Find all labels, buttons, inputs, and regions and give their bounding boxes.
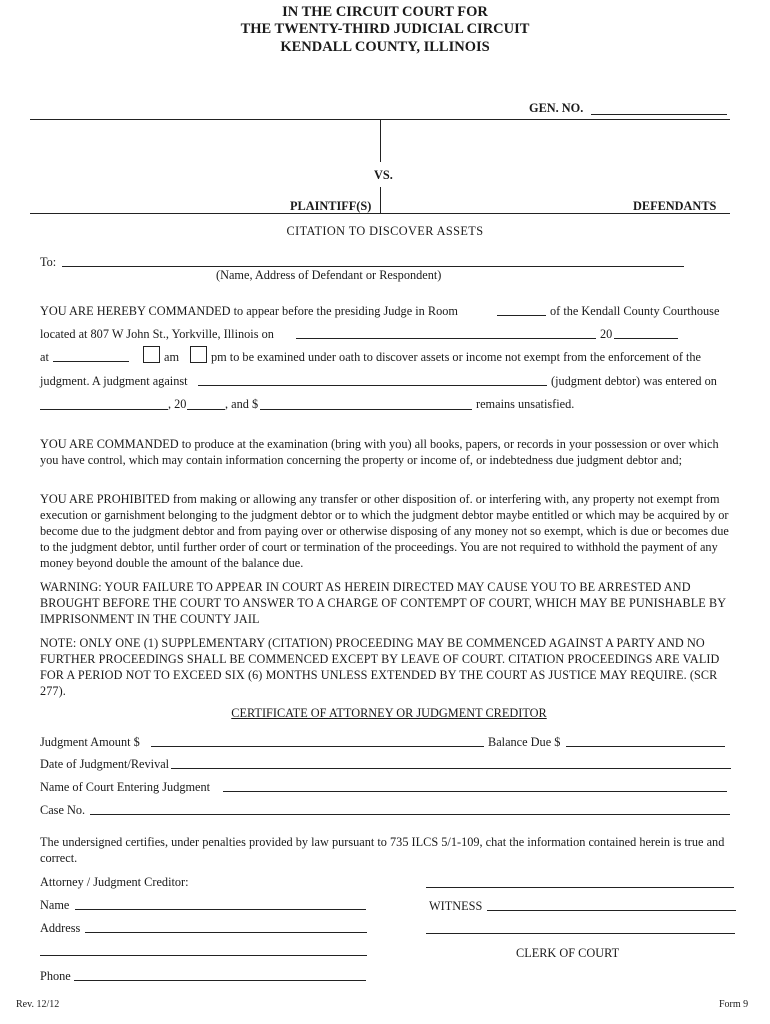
warning-paragraph: WARNING: YOUR FAILURE TO APPEAR IN COURT AS HEREIN DIRECTED MAY CAUSE YOU TO BE ARRESTED AND BROUGHT BEFORE THE COURT TO ANSWER TO A CHARGE OF CONTEMPT OF COURT, WHICH MAY BE PUNISHABLE BY IMPRISONMENT IN THE COUNTY JAIL	[40, 580, 726, 626]
judgment-date-field[interactable]	[40, 409, 168, 410]
command-line-5c: remains unsatisfied.	[476, 397, 575, 411]
phone-field[interactable]	[74, 980, 366, 981]
witness-field[interactable]	[487, 910, 736, 911]
command-line-4a: judgment. A judgment against	[40, 374, 188, 388]
to-hint: (Name, Address of Defendant or Respondent)	[216, 268, 442, 282]
judgment-amount-field[interactable]	[151, 746, 484, 747]
to-label: To:	[40, 255, 57, 269]
command-line-4b: (judgment debtor) was entered on	[551, 374, 717, 388]
command-line-5b: , and $	[225, 397, 259, 411]
document-title: CITATION TO DISCOVER ASSETS	[286, 224, 484, 238]
gen-no-label: GEN. NO.	[529, 101, 584, 115]
produce-paragraph: YOU ARE COMMANDED to produce at the examination (bring with you) all books, papers, or records in your possession or over which you have control, which may contain information concerning the property or income of, or indebtedness due judgment debtor and;	[40, 437, 719, 467]
to-field[interactable]	[62, 266, 684, 267]
appearance-date-field[interactable]	[296, 338, 596, 339]
court-name-label: Name of Court Entering Judgment	[40, 780, 211, 794]
clerk-of-court-label: CLERK OF COURT	[516, 946, 620, 960]
court-header-line-3: KENDALL COUNTY, ILLINOIS	[280, 39, 490, 55]
judgment-debtor-field[interactable]	[198, 385, 547, 386]
name-label: Name	[40, 898, 70, 912]
command-line-2a: located at 807 W John St., Yorkville, Illinois on	[40, 327, 274, 341]
clerk-signature-field[interactable]	[426, 933, 735, 934]
balance-due-field[interactable]	[566, 746, 725, 747]
certificate-heading: CERTIFICATE OF ATTORNEY OR JUDGMENT CREDITOR	[231, 706, 547, 720]
judgment-year-field[interactable]	[187, 409, 225, 410]
attorney-label: Attorney / Judgment Creditor:	[40, 875, 189, 889]
judgment-revival-date-field[interactable]	[171, 768, 731, 769]
command-line-3b: pm to be examined under oath to discover assets or income not exempt from the enforcement of the	[211, 350, 702, 364]
gen-no-field[interactable]	[591, 114, 727, 115]
court-name-field[interactable]	[223, 791, 727, 792]
address-field-line-2[interactable]	[40, 955, 367, 956]
defendants-label: DEFENDANTS	[633, 199, 717, 213]
prohibited-paragraph: YOU ARE PROHIBITED from making or allowing any transfer or other disposition of. or interfering with, any property not exempt from execution or garnishment belonging to the judgment debtor or to which the judgment debtor maybe entitled or which may be acquired by or become due to the judgment debtor and from paying over or otherwise disposing of any money not so exempt, which is due or becomes due to the judgment debtor, until further order of court or termination of the proceedings. You are not required to withhold the payment of any money beyond double the amount of the balance due.	[40, 492, 729, 570]
case-no-label: Case No.	[40, 803, 86, 817]
judgment-amount-label: Judgment Amount $	[40, 735, 140, 749]
command-line-1b: of the Kendall County Courthouse	[550, 304, 720, 318]
witness-label: WITNESS	[429, 899, 483, 913]
appearance-time-field[interactable]	[53, 361, 129, 362]
caption-bottom-rule	[30, 213, 730, 214]
command-line-3a: at	[40, 350, 49, 364]
judgment-date-label: Date of Judgment/Revival	[40, 757, 170, 771]
caption-divider-upper	[380, 119, 381, 162]
plaintiffs-label: PLAINTIFF(S)	[290, 199, 372, 213]
court-header-line-1: IN THE CIRCUIT COURT FOR	[282, 4, 488, 20]
room-field[interactable]	[497, 315, 546, 316]
phone-label: Phone	[40, 969, 71, 983]
attorney-signature-field[interactable]	[426, 887, 734, 888]
vs-label: VS.	[374, 168, 393, 182]
name-field[interactable]	[75, 909, 366, 910]
command-line-2b: 20	[600, 327, 613, 341]
form-number-label: Form 9	[719, 999, 749, 1010]
appearance-year-field[interactable]	[614, 338, 678, 339]
am-label: am	[164, 350, 180, 364]
balance-due-label: Balance Due $	[488, 735, 561, 749]
am-checkbox[interactable]	[143, 346, 160, 363]
revision-label: Rev. 12/12	[16, 999, 60, 1010]
unsatisfied-amount-field[interactable]	[260, 409, 472, 410]
pm-checkbox[interactable]	[190, 346, 207, 363]
command-line-1a: YOU ARE HEREBY COMMANDED to appear before the presiding Judge in Room	[40, 304, 458, 318]
certification-paragraph: The undersigned certifies, under penalties provided by law pursuant to 735 ILCS 5/1-109, chat the information contained herein is true and correct.	[40, 835, 725, 865]
case-no-field[interactable]	[90, 814, 730, 815]
address-label: Address	[40, 921, 81, 935]
command-line-5a: , 20	[168, 397, 187, 411]
address-field[interactable]	[85, 932, 367, 933]
court-header-line-2: THE TWENTY-THIRD JUDICIAL CIRCUIT	[240, 21, 530, 37]
caption-divider-lower	[380, 187, 381, 213]
note-paragraph: NOTE: ONLY ONE (1) SUPPLEMENTARY (CITATION) PROCEEDING MAY BE COMMENCED AGAINST A PARTY AND NO FURTHER PROCEEDINGS SHALL BE COMMENCED EXCEPT BY LEAVE OF COURT. CITATION PROCEEDINGS ARE VALID FOR A PERIOD NOT TO EXCEED SIX (6) MONTHS UNLESS EXTENDED BY THE COURT AS JUSTICE MAY REQUIRE. (SCR 277).	[40, 636, 720, 698]
